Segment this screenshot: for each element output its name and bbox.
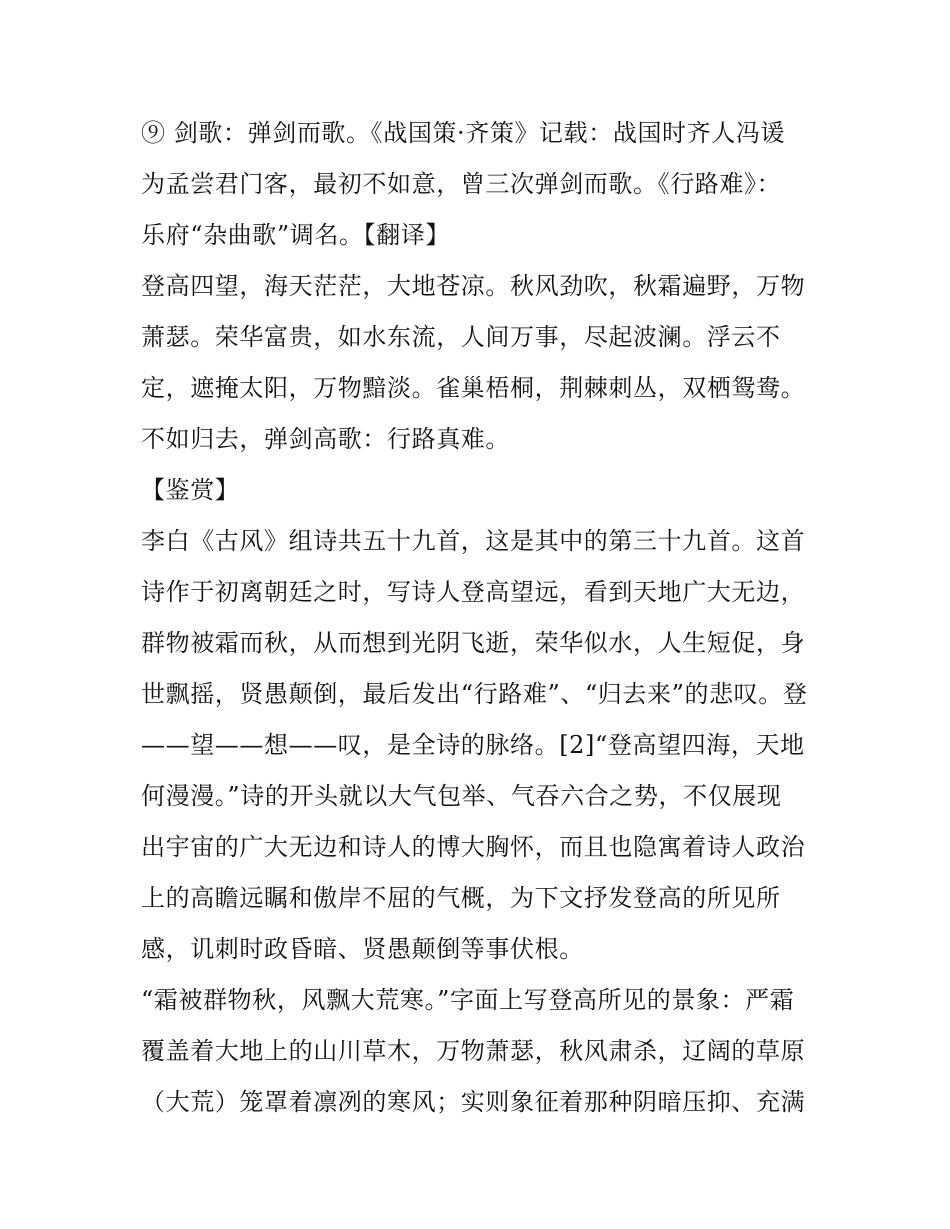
appreciation-heading: 【鉴赏】: [141, 476, 240, 504]
document-page: [141, 108, 821, 1128]
text-line: “霜被群物秋，风飘大荒寒。”字面上写登高所见的景象：严霜: [141, 986, 795, 1014]
text-line: 萧瑟。荣华富贵，如水东流，人间万事，尽起波澜。浮云不: [141, 323, 781, 351]
text-line: 感，讥刺时政昏暗、贤愚颠倒等事伏根。: [141, 935, 584, 963]
text-line: 登高四望，海天茫茫，大地苍凉。秋风劲吹，秋霜遍野，万物: [141, 272, 806, 300]
text-line: 不如归去，弹剑高歌：行路真难。: [141, 425, 510, 453]
text-line: ——望——想——叹，是全诗的脉络。[2]“登高望四海，天地: [141, 731, 805, 759]
text-line: （大荒）笼罩着凛冽的寒风；实则象征着那种阴暗压抑、充满: [141, 1088, 806, 1116]
text-line: 世飘摇，贤愚颠倒，最后发出“行路难”、“归去来”的悲叹。登: [141, 680, 808, 708]
text-line: 出宇宙的广大无边和诗人的博大胸怀，而且也隐寓着诗人政治: [141, 833, 806, 861]
text-line-note-9: ⑨ 剑歌：弹剑而歌。《战国策·齐策》记载：战国时齐人冯谖: [141, 119, 786, 147]
text-line: 群物被霜而秋，从而想到光阴飞逝，荣华似水，人生短促，身: [141, 629, 806, 657]
text-line: 诗作于初离朝廷之时，写诗人登高望远，看到天地广大无边，: [141, 578, 806, 606]
text-line: 上的高瞻远瞩和傲岸不屈的气概，为下文抒发登高的所见所: [141, 884, 781, 912]
text-line: 定，遮掩太阳，万物黯淡。雀巢梧桐，荆棘刺丛，双栖鸳鸯。: [141, 374, 806, 402]
text-line: 李白《古风》组诗共五十九首，这是其中的第三十九首。这首: [141, 527, 806, 555]
text-line: 何漫漫。”诗的开头就以大气包举、气吞六合之势，不仅展现: [141, 782, 782, 810]
text-line: 覆盖着大地上的山川草木，万物萧瑟，秋风肃杀，辽阔的草原: [141, 1037, 806, 1065]
text-line-translation-heading: 乐府“杂曲歌”调名。【翻译】: [141, 221, 450, 249]
text-line: 为孟尝君门客，最初不如意，曾三次弹剑而歌。《行路难》：: [141, 170, 782, 198]
